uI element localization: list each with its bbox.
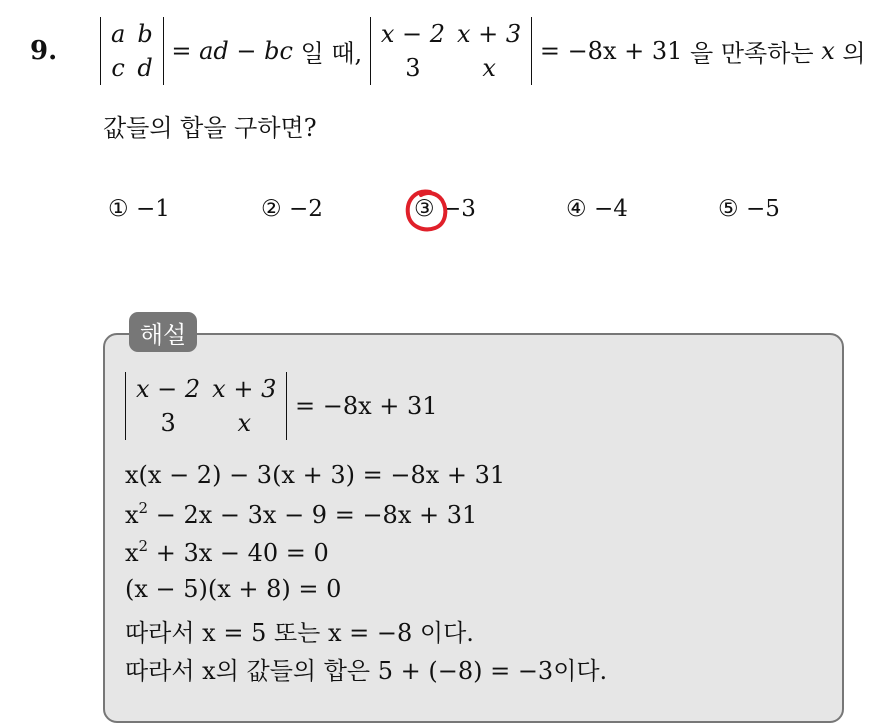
- choice-3-symbol: ③: [414, 196, 435, 222]
- choice-4-symbol: ④: [566, 196, 587, 222]
- solution-line-1: x(x − 2) − 3(x + 3) = −8x + 31: [125, 461, 506, 489]
- choice-1-value: −1: [135, 196, 170, 222]
- solution-line-2-exponent: 2: [138, 499, 149, 517]
- solution-line-2-rest: − 2x − 3x − 9 = −8x + 31: [148, 501, 478, 529]
- solution-line-3-rest: + 3x − 40 = 0: [148, 539, 329, 567]
- solution-line-3: [125, 537, 329, 567]
- solution-line-2: [125, 499, 477, 529]
- choice-2[interactable]: [261, 196, 323, 222]
- question-number: 9.: [30, 36, 58, 66]
- solution-tag: 해설: [129, 312, 197, 352]
- sdet-entry-d: x: [237, 409, 252, 437]
- choice-1-symbol: ①: [108, 196, 129, 222]
- qdet-entry-a: x − 2: [380, 20, 446, 48]
- question-determinant: [370, 17, 532, 85]
- qdet-entry-c: 3: [405, 54, 421, 82]
- solution-line-5: 따라서 x = 5 또는 x = −8 이다.: [125, 619, 474, 647]
- solution-det-rhs: = −8x + 31: [294, 392, 438, 420]
- choice-1[interactable]: [108, 196, 170, 222]
- sdet-entry-c: 3: [160, 409, 176, 437]
- definition-rhs: = ad − bc: [171, 37, 293, 65]
- solution-determinant: [125, 372, 287, 440]
- choice-4-value: −4: [593, 196, 628, 222]
- choice-3-value: −3: [441, 196, 476, 222]
- choice-5-symbol: ⑤: [718, 196, 739, 222]
- question-line-1: [100, 17, 866, 85]
- choice-2-value: −2: [288, 196, 323, 222]
- solution-line-3-exponent: 2: [138, 537, 149, 555]
- determinant-definition: [100, 17, 164, 85]
- text-satisfy: 을 만족하는: [690, 39, 814, 68]
- solution-line-2-base: x: [125, 501, 139, 529]
- solution-line-6: 따라서 x의 값들의 합은 5 + (−8) = −3이다.: [125, 657, 608, 685]
- solution-determinant-line: [125, 372, 438, 440]
- det-entry-d: d: [137, 54, 153, 82]
- choice-5[interactable]: [718, 196, 780, 222]
- text-when: 일 때,: [300, 39, 363, 68]
- qdet-entry-d: x: [482, 54, 496, 82]
- text-of: 의: [842, 39, 866, 68]
- variable-x: x: [821, 37, 835, 65]
- qdet-entry-b: x + 3: [457, 20, 522, 48]
- solution-line-3-base: x: [125, 539, 139, 567]
- sdet-entry-a: x − 2: [136, 375, 201, 403]
- choice-4[interactable]: [566, 196, 628, 222]
- det-entry-b: b: [137, 20, 153, 48]
- sdet-entry-b: x + 3: [212, 375, 277, 403]
- det-entry-a: a: [111, 20, 126, 48]
- det-entry-c: c: [111, 54, 125, 82]
- equation-rhs: = −8x + 31: [539, 37, 683, 65]
- answer-circle-mark-icon: [402, 186, 452, 236]
- question-line-2: 값들의 합을 구하면?: [103, 114, 317, 142]
- choice-5-value: −5: [745, 196, 780, 222]
- choice-2-symbol: ②: [261, 196, 282, 222]
- solution-line-4: (x − 5)(x + 8) = 0: [125, 575, 342, 603]
